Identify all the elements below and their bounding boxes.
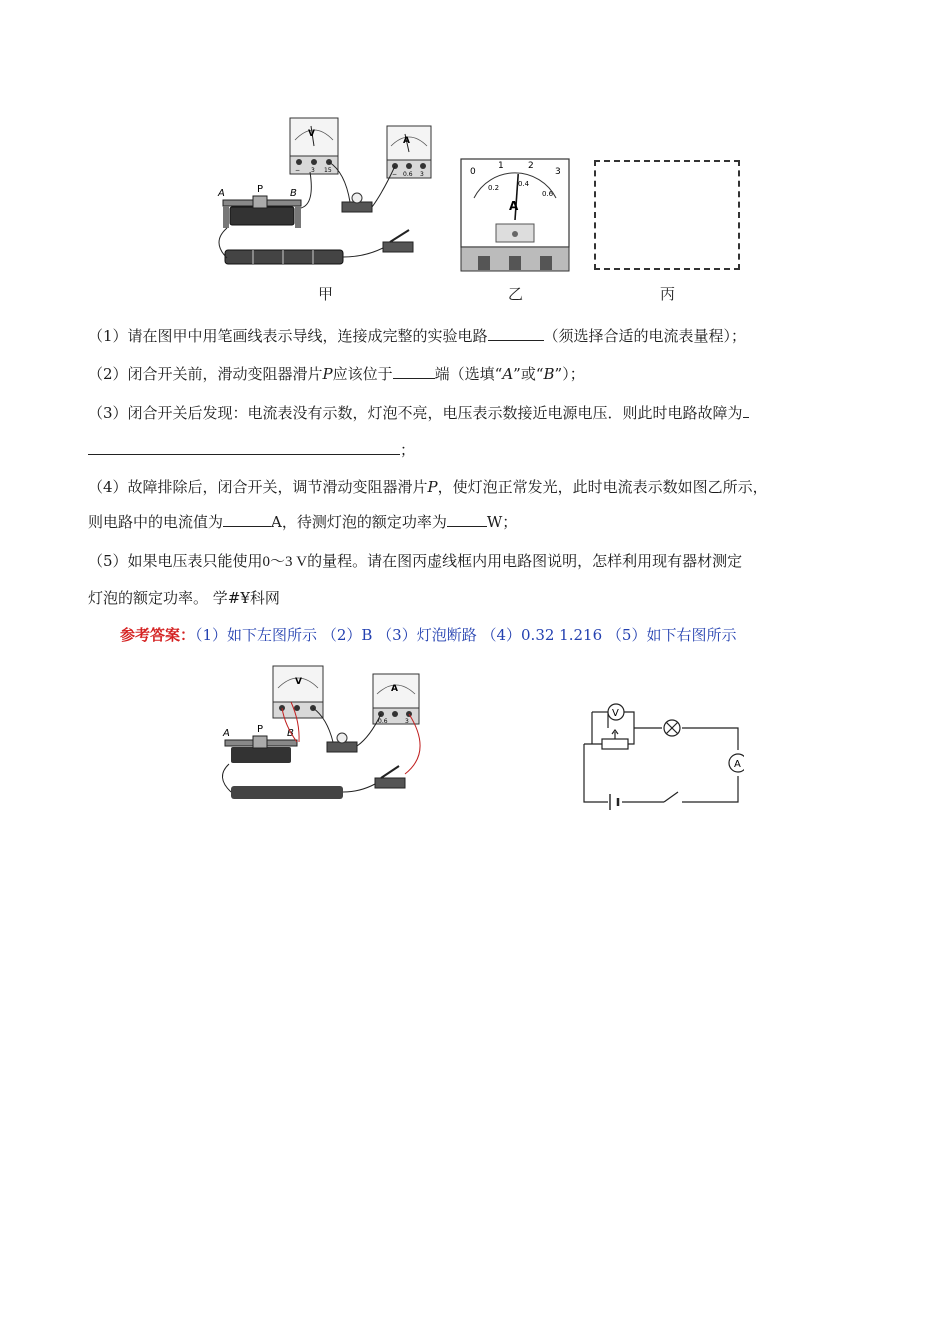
q2-end: ”）； [554, 365, 585, 383]
question-3 [88, 403, 868, 423]
voltmeter-terminal-15: 15 [324, 167, 332, 174]
rheostat-device [217, 184, 301, 228]
q4-blank-power[interactable] [447, 512, 487, 527]
answer-rheostat-b: B [287, 728, 294, 739]
q3-tail: ； [400, 441, 416, 459]
q1-tail: （须选择合适的电流表量程）； [543, 327, 747, 345]
answer-body: （1）如下左图所示 （2）B （3）灯泡断路 （4）0.32 1.216 （5）如下右图所示 [195, 626, 737, 644]
figure-label-yi: 乙 [508, 285, 524, 303]
q4-tail: ，使灯泡正常发光，此时电流表示数如图乙所示， [437, 478, 768, 496]
q4-line2b: A，待测灯泡的额定功率为 [271, 513, 447, 531]
q3-blank[interactable] [88, 440, 400, 455]
ammeter-device [387, 126, 431, 178]
q2-blank[interactable] [393, 364, 435, 379]
q4-p: P [427, 478, 438, 496]
question-5 [88, 551, 868, 572]
q2-mid: 应该位于 [332, 365, 393, 383]
answer-rheostat-p: P [257, 724, 264, 735]
answer-ammeter-3: 3 [405, 718, 409, 725]
question-2 [88, 364, 868, 384]
q4-blank-current[interactable] [223, 512, 271, 527]
dial-scale-2: 2 [528, 161, 534, 171]
q5-range: 0～3 V [262, 554, 308, 570]
voltmeter-symbol: V [308, 129, 315, 139]
dial-symbol: A [509, 199, 519, 213]
q2-p: P [322, 365, 333, 383]
q5-text: （5）如果电压表只能使用 [88, 552, 263, 570]
answer-circuit-diagram [578, 698, 744, 810]
question-5-line2 [88, 588, 868, 608]
question-1 [88, 326, 868, 346]
dial-minor-04: 0.4 [518, 180, 530, 188]
voltmeter-device [290, 118, 338, 174]
dial-scale-3: 3 [555, 167, 561, 177]
dial-scale-0: 0 [470, 167, 476, 177]
answer-head: 参考答案： [120, 626, 196, 644]
q5-line2: 灯泡的额定功率。 学#¥科网 [88, 589, 280, 607]
answer-figure-left [215, 662, 450, 802]
answer-ammeter-symbol: A [391, 684, 398, 694]
figure-yi-ammeter-dial [460, 158, 570, 272]
rheostat-label-a: A [218, 188, 225, 199]
ammeter-terminal-3: 3 [420, 171, 424, 178]
battery-pack [225, 250, 343, 264]
q3-blank-start[interactable] [743, 403, 749, 418]
figure-bing-dashed-box [594, 160, 740, 270]
question-3-line2 [88, 440, 868, 460]
q2-or: ”或“ [513, 365, 544, 383]
q2-b: B [543, 365, 555, 383]
question-4-line2 [88, 512, 868, 532]
q2-a: A [502, 365, 514, 383]
q4-line2a: 则电路中的电流值为 [88, 513, 224, 531]
q3-text: （3）闭合开关后发现：电流表没有示数，灯泡不亮，电压表示数接近电源电压．则此时电路故障为 [88, 404, 743, 422]
ammeter-terminal-06: 0.6 [403, 171, 413, 178]
circuit-voltmeter-label: V [612, 708, 619, 719]
figure-jia-apparatus [205, 112, 450, 272]
dial-minor-06: 0.6 [542, 190, 554, 198]
rheostat-label-b: B [290, 188, 297, 199]
q4-line2c: W； [486, 513, 518, 531]
circuit-ammeter-label: A [734, 759, 741, 770]
bulb-holder [342, 193, 372, 212]
figure-label-jia: 甲 [318, 285, 334, 303]
q2-text: （2）闭合开关前，滑动变阻器滑片 [88, 365, 323, 383]
answer-ammeter-06: 0.6 [378, 718, 388, 725]
question-4 [88, 477, 868, 497]
voltmeter-terminal-neg: − [295, 167, 301, 174]
switch-device [383, 230, 413, 252]
ammeter-terminal-neg: − [392, 171, 398, 178]
q1-text: （1）请在图甲中用笔画线表示导线，连接成完整的实验电路 [88, 327, 488, 345]
rheostat-label-p: P [257, 184, 264, 195]
answer-rheostat-a: A [223, 728, 230, 739]
dial-minor-02: 0.2 [488, 184, 500, 192]
voltmeter-terminal-3: 3 [311, 167, 315, 174]
q1-blank[interactable] [488, 326, 544, 341]
q4-text: （4）故障排除后，闭合开关，调节滑动变阻器滑片 [88, 478, 428, 496]
ammeter-symbol: A [403, 136, 410, 146]
q5-tail: 的量程。请在图丙虚线框内用电路图说明，怎样利用现有器材测定 [307, 552, 743, 570]
figure-label-bing: 丙 [660, 285, 676, 303]
dial-scale-1: 1 [498, 161, 504, 171]
answer-line [120, 624, 736, 645]
q2-tail: 端（选填“ [434, 365, 503, 383]
answer-voltmeter-symbol: V [295, 677, 302, 687]
